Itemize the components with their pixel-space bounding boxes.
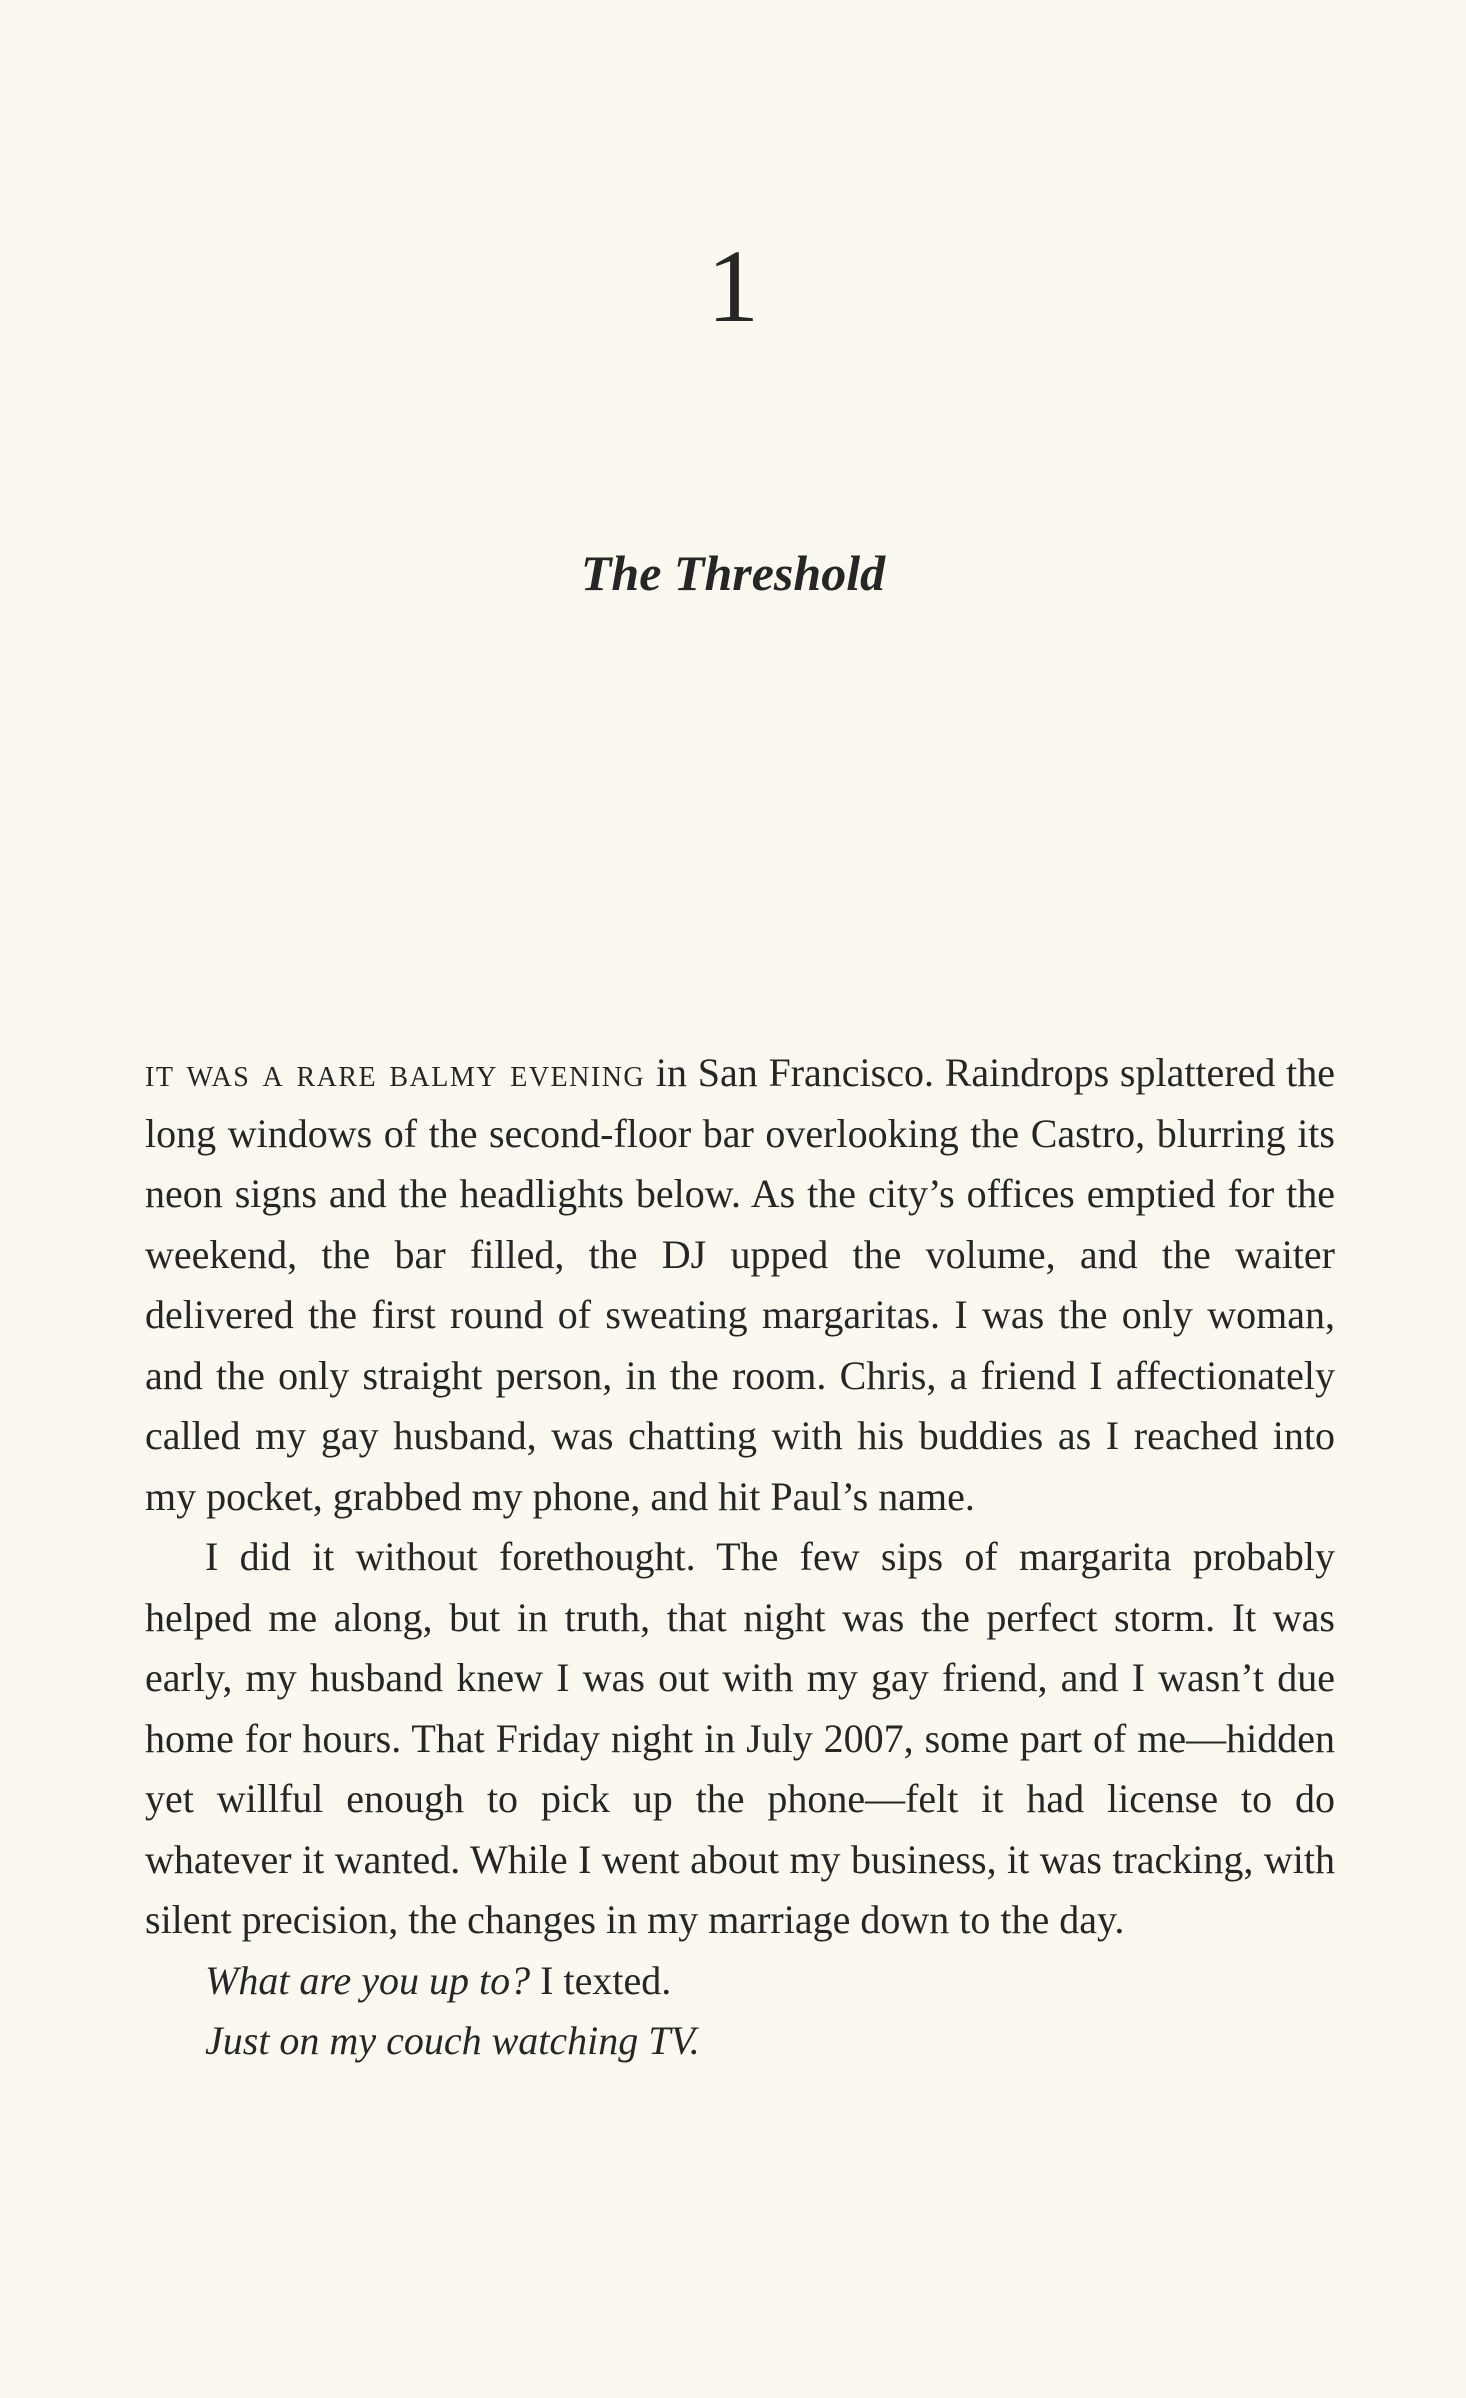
text-message-reply: Just on my couch watching TV. <box>205 2018 700 2063</box>
paragraph-4 <box>145 2011 1335 2072</box>
paragraph-1 <box>145 1043 1335 1527</box>
text-message-sent: What are you up to? <box>205 1957 531 2003</box>
paragraph-2: I did it without forethought. The few sips of margarita probably helped me along, but in truth, that night was the perfect storm. It was early, my husband knew I was out with my gay friend, and I wasn’t due home for hours. That Friday night in July 2007, some part of me—hidden yet willful enough to pick up the phone—felt it had license to do whatever it wanted. While I went about my business, it was tracking, with silent precision, the changes in my marriage down to the day. <box>145 1534 1335 1942</box>
chapter-body <box>145 1043 1335 2072</box>
chapter-title: The Threshold <box>580 545 886 601</box>
paragraph-3-text: I texted. <box>530 1957 672 2003</box>
paragraph-1-text: in San Francisco. Raindrops splattered the long windows of the second-floor bar overlooking the Castro, blurring its neon signs and the headlights below. As the city’s offices emptied for the weekend, the bar filled, the DJ upped the volume, and the waiter delivered the first round of sweating margaritas. I was the only woman, and the only straight person, in the room. Chris, a friend I affectionately called my gay husband, was chatting with his buddies as I reached into my pocket, grabbed my phone, and hit Paul’s name. <box>145 1050 1335 1519</box>
paragraph-3 <box>145 1951 1335 2012</box>
opening-small-caps: it was a rare balmy evening <box>145 1050 646 1095</box>
chapter-number: 1 <box>707 229 759 344</box>
